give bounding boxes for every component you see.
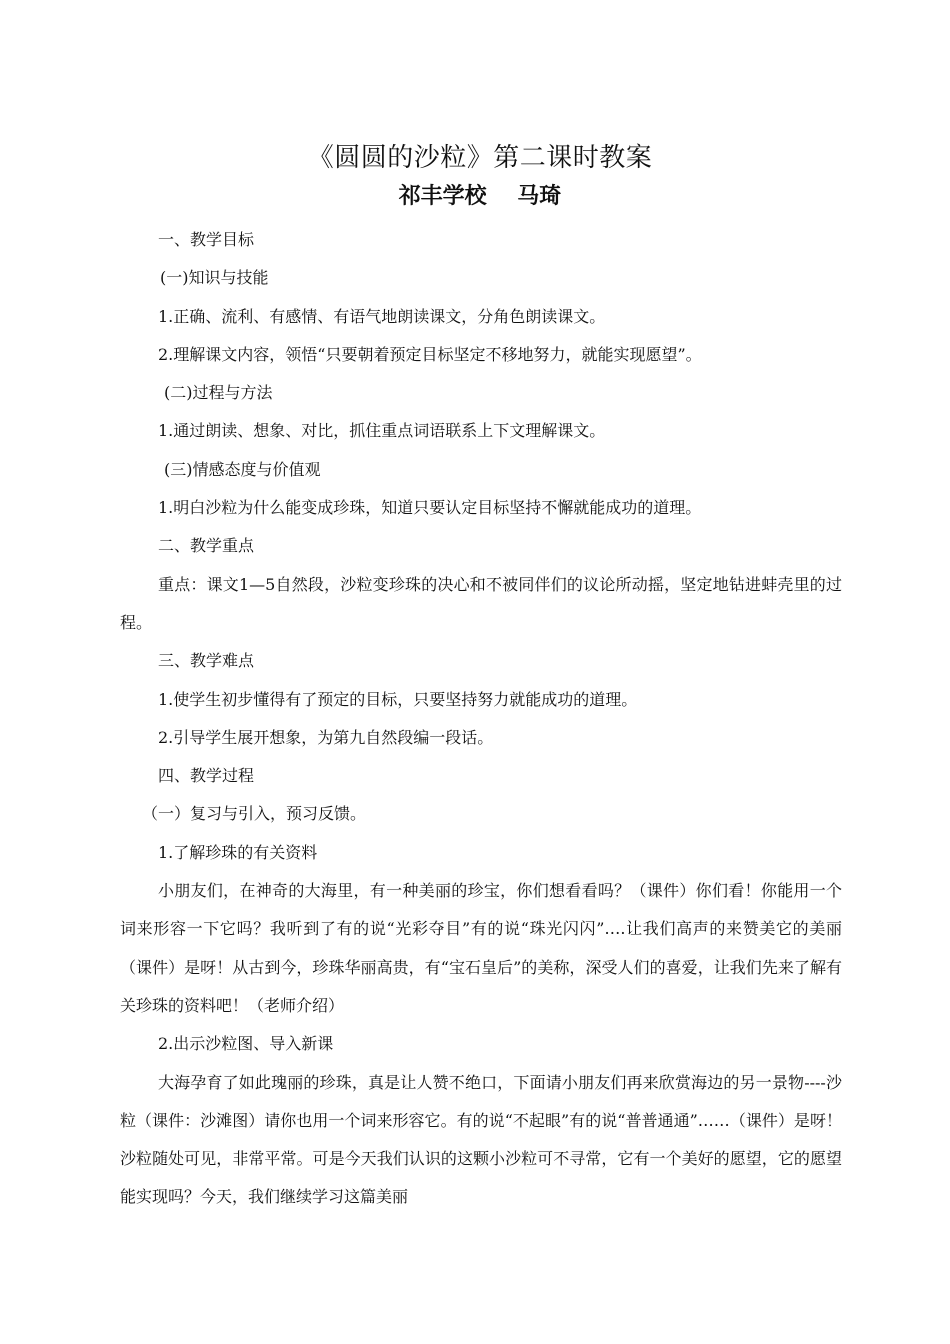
paragraph: 重点：课文1—5自然段，沙粒变珍珠的决心和不被同伴们的议论所动摇，坚定地钻进蚌壳里的过程。 (120, 574, 842, 632)
paragraph: 三、教学难点 (158, 651, 255, 671)
document-title: 《圆圆的沙粒》第二课时教案 (307, 143, 653, 173)
paragraph: 大海孕育了如此瑰丽的珍珠，真是让人赞不绝口，下面请小朋友们再来欣赏海边的另一景物----沙粒（课件：沙滩图）请你也用一个词来形容它。有的说“不起眼”有的说“普普通通”……（课件）是呀！沙粒随处可见，非常平常。可是今天我们认识的这颗小沙粒可不寻常，它有一个美好的愿望，它的愿望能实现吗？今天，我们继续学习这篇美丽 (120, 1072, 842, 1207)
paragraph: 二、教学重点 (158, 536, 255, 556)
paragraph: (二)过程与方法 (164, 383, 273, 403)
paragraph: 1.正确、流利、有感情、有语气地朗读课文，分角色朗读课文。 (158, 306, 606, 326)
paragraph: 2.理解课文内容，领悟“只要朝着预定目标坚定不移地努力，就能实现愿望”。 (158, 344, 702, 364)
author-line: 祁丰学校 马琦 (398, 184, 562, 209)
paragraph: 2.出示沙粒图、导入新课 (158, 1034, 334, 1054)
paragraph: 1.通过朗读、想象、对比，抓住重点词语联系上下文理解课文。 (158, 421, 606, 441)
paragraph: 1.了解珍珠的有关资料 (158, 842, 318, 862)
paragraph: 小朋友们，在神奇的大海里，有一种美丽的珍宝，你们想看看吗？（课件）你们看！你能用一个词来形容一下它吗？我听到了有的说“光彩夺目”有的说“珠光闪闪”….让我们高声的来赞美它的美丽（课件）是呀！从古到今，珍珠华丽高贵，有“宝石皇后”的美称，深受人们的喜爱，让我们先来了解有关珍珠的资料吧！（老师介绍） (120, 881, 842, 1015)
paragraph: 四、教学过程 (158, 766, 255, 786)
paragraph: 2.引导学生展开想象，为第九自然段编一段话。 (158, 727, 494, 747)
paragraph: 1.明白沙粒为什么能变成珍珠，知道只要认定目标坚持不懈就能成功的道理。 (158, 498, 702, 518)
document-body (120, 221, 842, 1217)
paragraph: (一)知识与技能 (160, 268, 269, 288)
paragraph: (三)情感态度与价值观 (164, 459, 321, 479)
paragraph: 一、教学目标 (158, 230, 255, 249)
paragraph: （一）复习与引入，预习反馈。 (142, 804, 367, 824)
paragraph: 1.使学生初步懂得有了预定的目标，只要坚持努力就能成功的道理。 (158, 689, 638, 709)
